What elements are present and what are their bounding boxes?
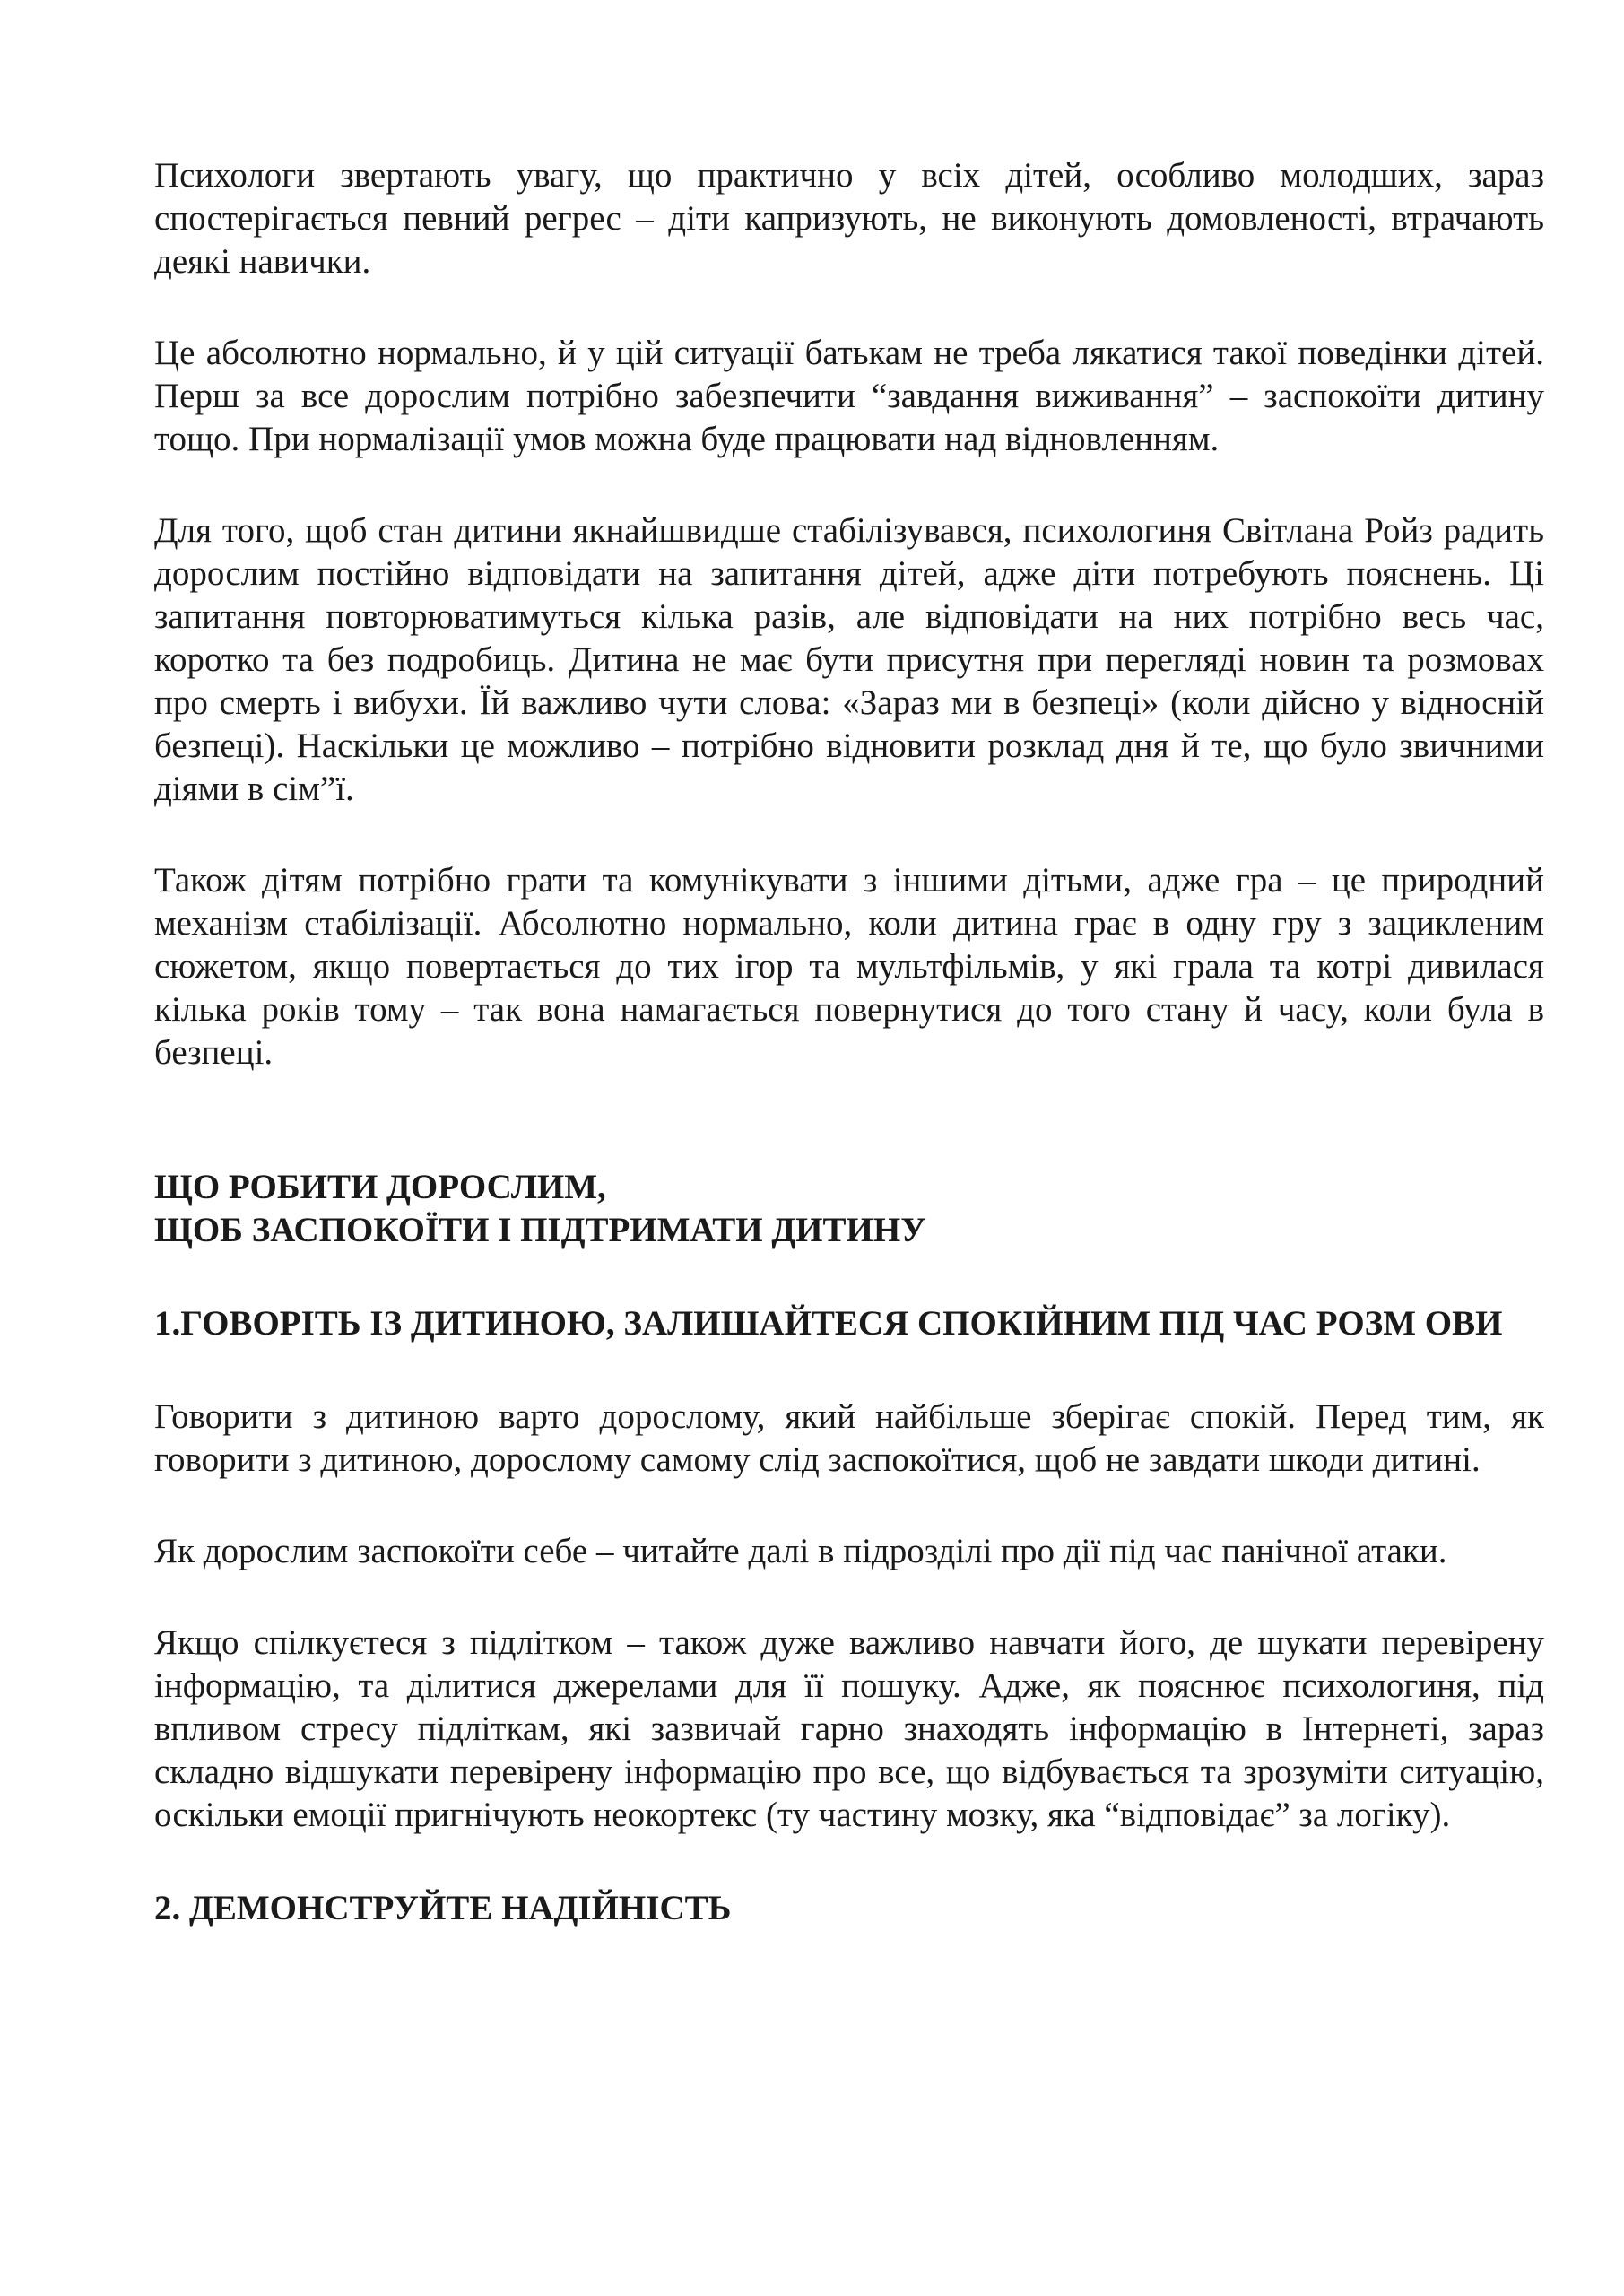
paragraph-calm-adult: Говорити з дитиною варто дорослому, який найбільше зберігає спокій. Перед тим, як говорити з дитиною, дорослому самому слід заспокоїтися, щоб не завдати шкоди дитині. (154, 1397, 1544, 1479)
paragraph-play: Також дітям потрібно грати та комунікувати з іншими дітьми, адже гра – це природний механізм стабілізації. Абсолютно нормально, коли дитина грає в одну гру з зацикленим сюжетом, якщо повертається до тих ігор та мультфільмів, у які грала та котрі дивилася кілька років тому – так вона намагається повернутися до того стану й часу, коли була в безпеці. (154, 861, 1544, 1072)
paragraph-normal-behavior: Це абсолютно нормально, й у цій ситуації батькам не треба лякатися такої поведінки дітей. Перш за все дорослим потрібно забезпечити “завдання виживання” – заспокоїти дитину тощо. При нормалізації умов можна буде працювати над відновленням. (154, 334, 1544, 458)
section-heading-line-1: ЩО РОБИТИ ДОРОСЛИМ, (154, 1168, 606, 1206)
item-heading-reliability: 2. ДЕМОНСТРУЙТЕ НАДІЙНІСТЬ (154, 1889, 732, 1927)
section-heading (154, 1166, 1544, 1252)
paragraph-regression: Психологи звертають увагу, що практично у всіх дітей, особливо молодших, зараз спостерігається певний регрес – діти капризують, не виконують домовленості, втрачають деякі навички. (154, 156, 1544, 281)
document-page (154, 154, 1544, 1930)
paragraph-psychologist-advice: Для того, щоб стан дитини якнайшвидше стабілізувався, психологиня Світлана Ройз радить дорослим постійно відповідати на запитання дітей, адже діти потребують пояснень. Ці запитання повторюватимуться кілька разів, але відповідати на них потрібно весь час, коротко та без подробиць. Дитина не має бути присутня при перегляді новин та розмовах про смерть і вибухи. Їй важливо чути слова: «Зараз ми в безпеці» (коли дійсно у відносній безпеці). Наскільки це можливо – потрібно відновити розклад дня й те, що було звичними діями в сім”ї. (154, 511, 1544, 808)
item-heading-talk: 1.ГОВОРІТЬ ІЗ ДИТИНОЮ, ЗАЛИШАЙТЕСЯ СПОКІЙНИМ ПІД ЧАС РОЗМ ОВИ (154, 1304, 1503, 1343)
section-heading-line-2: ЩОБ ЗАСПОКОЇТИ І ПІДТРИМАТИ ДИТИНУ (154, 1211, 926, 1249)
paragraph-panic-reference: Як дорослим заспокоїти себе – читайте далі в підрозділі про дії під час панічної атаки. (154, 1532, 1447, 1570)
paragraph-teenager: Якщо спілкуєтеся з підлітком – також дуже важливо навчати його, де шукати перевірену інформацію, та ділитися джерелами для її пошуку. Адже, як пояснює психологиня, під впливом стресу підліткам, які зазвичай гарно знаходять інформацію в Інтернеті, зараз складно відшукати перевірену інформацію про все, що відбувається та зрозуміти ситуацію, оскільки емоції пригнічують неокортекс (ту частину мозку, яка “відповідає” за логіку). (154, 1623, 1544, 1834)
